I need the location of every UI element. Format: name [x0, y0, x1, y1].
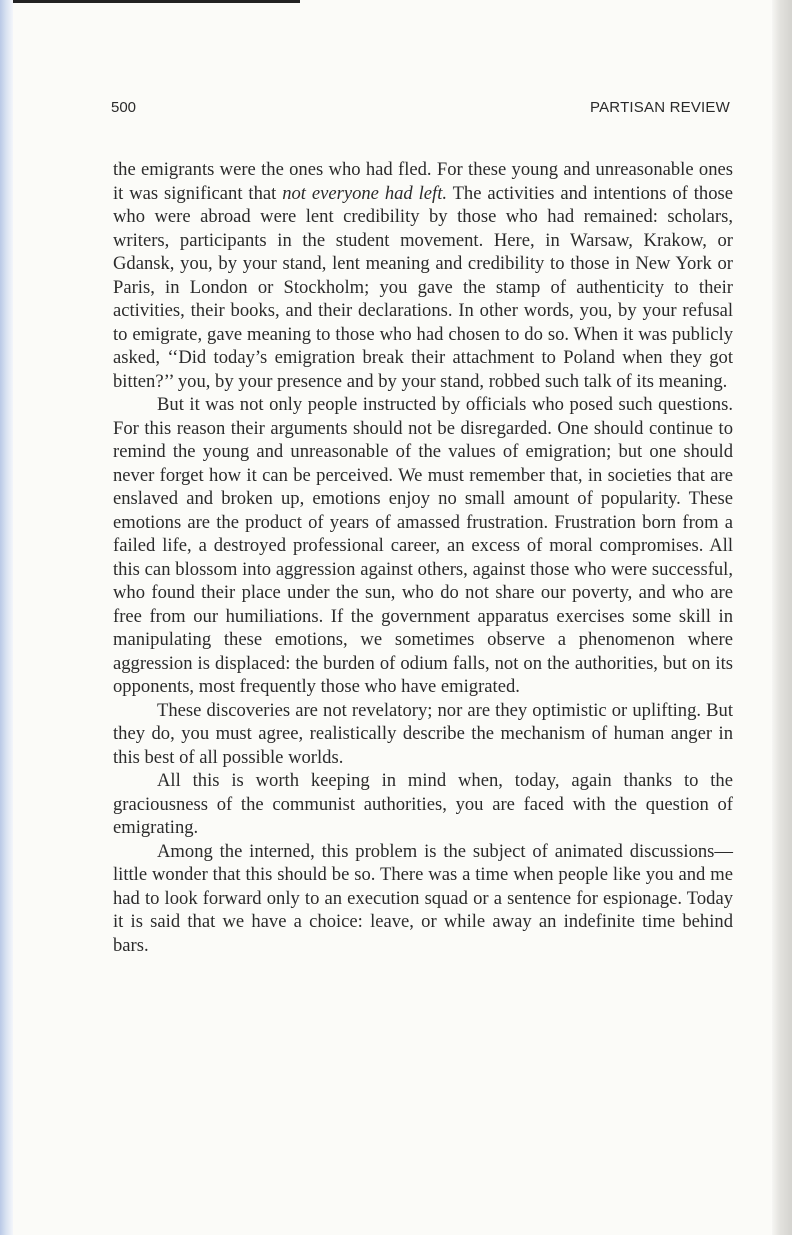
paragraph-1-text-end: The activities and intentions of those who were abroad were lent credibility by those who had remained: scholars, writers, participants in the student movement. Here, in Warsaw, Krakow, or Gdansk, you, by your stand, lent meaning and credibility to those in New York or Paris, in London or Stockholm; you gave the stamp of authenticity to their activities, their books, and their declarations. In other words, you, by your refusal to emigrate, gave meaning to those who had chosen to do so. When it was publicly asked, ‘‘Did today’s emigration break their attachment to Poland when they got bitten?’’ you, by your presence and by your stand, robbed such talk of its meaning. — [113, 182, 733, 392]
body-text — [113, 158, 733, 957]
paragraph-2: But it was not only people instructed by officials who posed such questions. For this reason their arguments should not be disregarded. One should continue to remind the young and unreasonable of the values of emigration; but one should never forget how it can be perceived. We must remember that, in societies that are enslaved and broken up, emotions enjoy no small amount of popularity. These emotions are the product of years of amassed frustration. Frustration born from a failed life, a destroyed professional career, an excess of moral compromises. All this can blossom into aggression against others, against those who were successful, who found their place under the sun, who do not share our poverty, and who are free from our humiliations. If the government apparatus exercises some skill in manipulating these emotions, we sometimes observe a phenomenon where aggression is displaced: the burden of odium falls, not on the authorities, but on its opponents, most frequently those who have emigrated. — [113, 394, 733, 697]
paragraph-5: Among the interned, this problem is the subject of animated discussions—little wonder that this should be so. There was a time when people like you and me had to look forward only to an execution squad or a sentence for espionage. Today it is said that we have a choice: leave, or while away an indefinite time behind bars. — [113, 840, 733, 956]
page-edge-left — [0, 0, 13, 1235]
page-number: 500 — [111, 99, 137, 116]
journal-title: PARTISAN REVIEW — [590, 99, 730, 116]
paragraph-4: All this is worth keeping in mind when, today, again thanks to the graciousness of the communist authorities, you are faced with the question of emigrating. — [113, 770, 733, 838]
paragraph-1-text-start: the emigrants were the ones who had fled. For these young and unreasonable ones it was significant that — [113, 159, 733, 204]
paragraph-3: These discoveries are not revelatory; nor are they optimistic or uplifting. But they do, you must agree, realistically describe the mechanism of human anger in this best of all possible worlds. — [113, 699, 733, 768]
scan-shadow — [0, 0, 300, 3]
paragraph-1-emphasis: not everyone had left. — [282, 182, 448, 204]
paragraph-1 — [113, 158, 733, 393]
running-head — [111, 99, 730, 119]
page-edge-right — [772, 0, 792, 1235]
